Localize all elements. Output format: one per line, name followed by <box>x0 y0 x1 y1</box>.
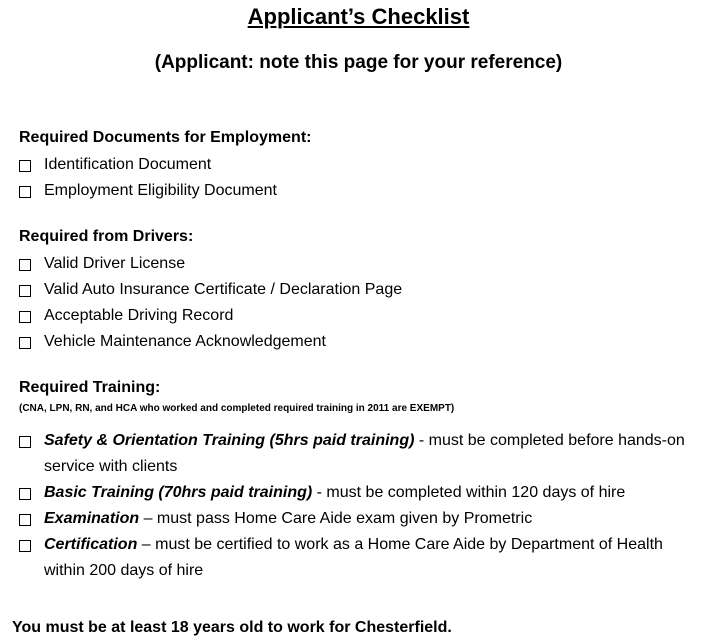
checkbox-icon[interactable] <box>19 540 31 552</box>
checklist-item-label: Identification Document <box>44 156 212 173</box>
training-requirement: – must pass Home Care Aide exam given by Prometric <box>139 510 533 527</box>
training-name: Safety & Orientation Training (5hrs paid training) <box>44 432 415 449</box>
checklist-item-label: Employment Eligibility Document <box>44 182 277 199</box>
training-requirement: – must be certified to work as a Home Care Aide by Department of Health within 200 days of hire <box>44 536 663 579</box>
checklist-item <box>19 277 704 303</box>
page-subtitle: (Applicant: note this page for your reference) <box>154 52 563 73</box>
checklist-item <box>19 428 704 480</box>
checklist-item-label: Valid Driver License <box>44 255 186 272</box>
checkbox-icon[interactable] <box>19 337 31 349</box>
checkbox-icon[interactable] <box>19 311 31 323</box>
page-title: Applicant’s Checklist <box>247 4 470 29</box>
checkbox-icon[interactable] <box>19 259 31 271</box>
training-name: Certification <box>44 536 138 553</box>
checkbox-icon[interactable] <box>19 436 31 448</box>
checklist-item-label: Acceptable Driving Record <box>44 307 234 324</box>
checklist-item <box>19 303 704 329</box>
section-drivers <box>19 228 704 355</box>
training-requirement: - must be completed within 120 days of hire <box>312 484 626 501</box>
checklist-item-label <box>44 428 704 480</box>
checklist-item <box>19 251 704 277</box>
checkbox-icon[interactable] <box>19 514 31 526</box>
checkbox-icon[interactable] <box>19 160 31 172</box>
checklist-item <box>19 152 704 178</box>
checklist-item-label <box>44 532 704 584</box>
training-name: Examination <box>44 510 140 527</box>
checklist-item-label <box>44 506 704 532</box>
training-name: Basic Training (70hrs paid training) <box>44 484 313 501</box>
checklist-item-label: Valid Auto Insurance Certificate / Declaration Page <box>44 281 403 298</box>
checklist-item <box>19 178 704 204</box>
section-heading: Required Training: <box>19 379 161 396</box>
section-training <box>19 379 704 584</box>
section-heading: Required Documents for Employment: <box>19 129 312 146</box>
age-requirement-note: You must be at least 18 years old to work for Chesterfield. <box>12 619 452 636</box>
exemption-note: (CNA, LPN, RN, and HCA who worked and completed required training in 2011 are EXEMPT) <box>19 403 455 414</box>
section-heading: Required from Drivers: <box>19 228 194 245</box>
checkbox-icon[interactable] <box>19 488 31 500</box>
checklist-item <box>19 480 704 506</box>
checklist-item <box>19 329 704 355</box>
section-employment-documents <box>19 129 704 204</box>
checklist-item-label <box>44 480 704 506</box>
checklist-item <box>19 532 704 584</box>
checkbox-icon[interactable] <box>19 186 31 198</box>
checkbox-icon[interactable] <box>19 285 31 297</box>
checklist-item <box>19 506 704 532</box>
checklist-item-label: Vehicle Maintenance Acknowledgement <box>44 333 326 350</box>
training-requirement: - must be completed before hands-on service with clients <box>44 432 685 475</box>
